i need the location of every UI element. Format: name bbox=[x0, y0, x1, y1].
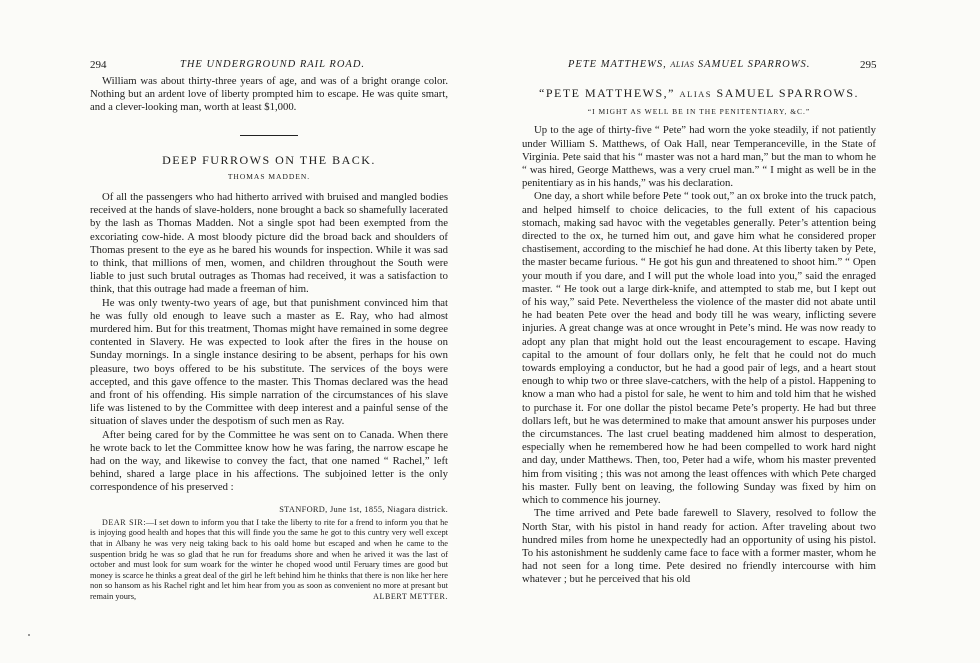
body-paragraph: He was only twenty-two years of age, but that punishment convinced him that he was fully old enough to leave such a master as E. Ray, who had almost murdered him. But for this treatment, Thomas might have remained in some degree contented in Slavery. He was expected to look after the fires in the house on Sunday mornings. In a single instance desiring to be absent, perhaps for his own pleasure, two boys offered to be his substitute. The services of the boys were accepted, and this gave offence to the master. This Thomas declared was the head and front of his offending. His simple narration of the circumstances of his slave life was listened to by the Committee with deep interest and a painful sense of the situation of slaves under the despotism of such men as Ray. bbox=[90, 296, 448, 428]
body-paragraph: After being cared for by the Committee he was sent on to Canada. When there he wrote back to let the Committee know how he was faring, the narrow escape he had on the way, and likewise to convey the fact, that one named “ Rachel,” left behind, shared a large place in his affections. The subjoined letter is the only correspondence of his preserved : bbox=[90, 428, 448, 494]
right-page-header bbox=[490, 59, 980, 73]
letter-dateline: STANFORD, June 1st, 1855, Niagara districk. bbox=[279, 504, 448, 514]
letter-body bbox=[90, 518, 448, 603]
body-paragraph: One day, a short while before Pete “ took out,” an ox broke into the truck patch, and helped himself to choice delicacies, to the full extent of his capacious stomach, making sad havoc with the vegetables generally. Peter’s attention being directed to the ox, he turned him out, and gave him what he considered proper chastisement, according to the mischief he had done. At this liberty taken by Pete, the master became furious. “ He got his gun and threatened to shoot him.” “ Open your mouth if you dare, and I will put the whole load into you,” said the enraged master. “ He took out a large dirk-knife, and attempted to stab me, but I kept out of his way,” said Pete. Nevertheless the violence of the master did not abate until he had beaten Pete over the head and body till he was weary, inflicting severe injuries. A great change was at once wrought in Pete’s mind. He was now ready to adopt any plan that might hold out the least encouragement to escape. Having capital to the amount of four dollars only, he felt that he could not do much towards employing a conductor, but he had a good pair of legs, and a heart stout enough to whip two or three slave-catchers, with the help of a pistol. Happening to know a man who had a pistol for sale, he went to him and told him that he wished to purchase it. For one dollar the pistol became Pete’s property. He had but three dollars left, but he was determined to make that amount answer his purposes under the circumstances. The last cruel beating maddened him almost to desperation, especially when he remembered how he had been compelled to work hard night and day, under Matthews. Then, too, Peter had a wife, whom his master prevented him from visiting ; this was not among the least offences with which Pete charged his master. Fully bent on leaving, the following Sunday was fixed by him on which to commence his journey. bbox=[522, 190, 876, 507]
running-head-alias: ALIAS bbox=[670, 60, 695, 69]
letter-text: :—I set down to inform you that I take the liberty to rite for a frend to inform you that he is injoying good health and hopes that this will finde you the same he got to this cuntry very well except that in Albany he was very neig taking back to his oald home but escaped and when he came to the suspention bridg he was so glad that he run for freadums shore and when he arived it was the last of october and must look for sum woark for the winter he choped wood until Feruary times are good but money is scarce he thinks a great deal of the girl he left behind him he thinks that there is non like her here non so hansom as his Rachel right and let him hear from you as soon as convenient no more at presant but remain yours, bbox=[90, 517, 448, 602]
left-text-column bbox=[90, 75, 448, 603]
running-head: THE UNDERGROUND RAIL ROAD. bbox=[180, 59, 366, 70]
section-subtitle: THOMAS MADDEN. bbox=[227, 171, 311, 181]
section-title-alias: ALIAS bbox=[679, 89, 713, 99]
running-head-part1: PETE MATTHEWS, bbox=[568, 59, 667, 70]
right-text-column bbox=[522, 77, 876, 587]
section-title bbox=[522, 87, 876, 101]
section-epigraph: “I MIGHT AS WELL BE IN THE PENITENTIARY, &C.” bbox=[587, 107, 811, 117]
right-page bbox=[490, 0, 980, 663]
body-paragraph: Of all the passengers who had hitherto arrived with bruised and mangled bodies received at the hands of slave-holders, none brought a back so shamefully lacerated by the lash as Thomas Madden. Not a single spot had been exempted from the excoriating cow-hide. A most bloody picture did the broad back and shoulders of Thomas present to the eye as he bared his wounds for inspection. While it was sad to think, that millions of men, women, and children throughout the South were liable to just such brutal outrages as Thomas had received, it was a satisfaction to think, that this outrage had made a freeman of him. bbox=[90, 191, 448, 296]
running-head-part2: SAMUEL SPARROWS. bbox=[697, 59, 811, 70]
page-number: 295 bbox=[860, 59, 877, 71]
left-page-header bbox=[0, 59, 490, 73]
page-number: 294 bbox=[90, 59, 107, 71]
letter-signer: ALBERT METTER. bbox=[373, 592, 448, 602]
intro-paragraph: William was about thirty-three years of age, and was of a bright orange color. Nothing but an ardent love of liberty prompted him to escape. He was quite smart, and a clever-looking man, worth at least $1,000. bbox=[90, 75, 448, 114]
section-title-main: “PETE MATTHEWS,” bbox=[539, 86, 675, 100]
scan-speck bbox=[28, 634, 30, 636]
section-divider bbox=[240, 135, 298, 136]
section-title: DEEP FURROWS ON THE BACK. bbox=[162, 152, 376, 167]
body-paragraph: Up to the age of thirty-five “ Pete” had worn the yoke steadily, if not patiently under William S. Matthews, of Oak Hall, near Temperanceville, in the State of Virginia. Pete said that his “ master was not a hard man,” but the man to whom he “ was hired, George Matthews, was a very cruel man.” “ I might as well be in the penitentiary as in his hands,” was his declaration. bbox=[522, 124, 876, 190]
letter-salutation: DEAR SIR bbox=[102, 517, 144, 527]
body-paragraph: The time arrived and Pete bade farewell to Slavery, resolved to follow the North Star, with his pistol in hand ready for action. After traveling about two hundred miles from home he unexpectedly had an opportunity of using his pistol. To his astonishment he suddenly came face to face with a former master, whom he had not seen for a long time. Pete desired no friendly intercourse with him whatever ; but he perceived that his old bbox=[522, 507, 876, 586]
running-head bbox=[568, 59, 810, 70]
section-title-rest: SAMUEL SPARROWS. bbox=[716, 86, 859, 100]
